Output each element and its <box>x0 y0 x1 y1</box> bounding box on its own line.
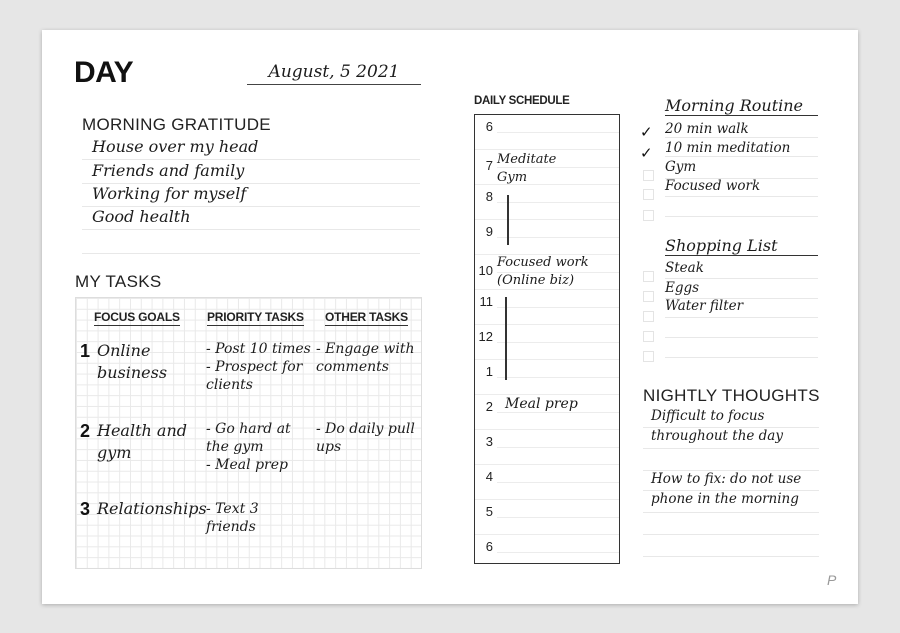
routine-item[interactable]: 10 min meditation <box>665 140 818 157</box>
priority-task-line: - Meal prep <box>206 457 288 473</box>
gratitude-heading: MORNING GRATITUDE <box>82 115 271 134</box>
routine-item[interactable]: Gym <box>665 159 818 179</box>
schedule-hour-row[interactable] <box>475 325 619 360</box>
hour-label: 3 <box>485 434 493 449</box>
column-header-priority-tasks: PRIORITY TASKS <box>207 310 304 324</box>
priority-task-line: - Post 10 times <box>206 341 311 357</box>
hour-label: 8 <box>485 189 493 204</box>
hour-label: 2 <box>485 399 493 414</box>
nightly-line: How to fix: do not use <box>643 471 819 491</box>
priority-task-line: - Go hard at <box>206 421 291 437</box>
date-field[interactable]: August, 5 2021 <box>247 62 421 85</box>
other-task[interactable] <box>316 420 415 456</box>
hour-label: 5 <box>485 504 493 519</box>
hour-label: 9 <box>485 224 493 239</box>
schedule-heading: DAILY SCHEDULE <box>474 95 570 107</box>
hour-label: 1 <box>485 364 493 379</box>
column-header-other-tasks: OTHER TASKS <box>325 310 408 324</box>
schedule-entry-line: Gym <box>497 170 528 185</box>
shopping-heading: Shopping List <box>665 236 818 256</box>
priority-task-line: - Prospect for <box>206 359 303 375</box>
duration-bar <box>507 195 509 245</box>
routine-item[interactable]: Focused work <box>665 178 818 197</box>
shopping-item[interactable] <box>665 337 818 358</box>
schedule-hour-row[interactable] <box>475 465 619 500</box>
priority-task-line: - Text 3 <box>206 501 259 517</box>
priority-task[interactable] <box>206 340 311 394</box>
focus-goal-line: business <box>97 363 168 382</box>
checkbox[interactable] <box>643 351 654 362</box>
schedule-hour-row[interactable] <box>475 220 619 255</box>
schedule-hour-row[interactable] <box>475 115 619 150</box>
hour-label: 12 <box>478 329 493 344</box>
hour-label: 6 <box>485 119 493 134</box>
shopping-item[interactable]: Steak <box>665 260 818 279</box>
page-title: DAY <box>74 56 134 89</box>
schedule-entry-line: (Online biz) <box>497 273 575 288</box>
focus-goal-line: Online <box>97 341 151 360</box>
nightly-line: Difficult to focus <box>643 408 819 428</box>
schedule-hour-row[interactable] <box>475 290 619 325</box>
gratitude-line[interactable]: Good health <box>82 206 420 230</box>
checkbox[interactable] <box>643 331 654 342</box>
gratitude-line[interactable] <box>82 230 420 254</box>
task-number: 2 <box>80 421 91 441</box>
gratitude-line[interactable]: Friends and family <box>82 160 420 184</box>
routine-item[interactable]: 20 min walk <box>665 121 818 138</box>
schedule-hour-row[interactable] <box>475 500 619 535</box>
hour-label: 4 <box>485 469 493 484</box>
schedule-entry-line: Focused work <box>497 255 589 270</box>
other-task-line: - Engage with <box>316 341 415 357</box>
other-task-line: ups <box>316 439 342 455</box>
shopping-item[interactable]: Water filter <box>665 298 818 318</box>
column-header-focus-goals: FOCUS GOALS <box>94 310 180 324</box>
nightly-line: phone in the morning <box>643 491 819 513</box>
nightly-line <box>643 513 819 535</box>
schedule-hour-row[interactable] <box>475 360 619 395</box>
shopping-item[interactable]: Eggs <box>665 280 818 299</box>
duration-bar <box>505 297 507 380</box>
nightly-notes[interactable] <box>643 408 819 557</box>
tasks-heading: MY TASKS <box>75 272 162 291</box>
nightly-line <box>643 535 819 557</box>
schedule-entry[interactable] <box>497 151 556 187</box>
nightly-line: throughout the day <box>643 428 819 449</box>
priority-task-line: clients <box>206 377 253 393</box>
checkmark-icon[interactable]: ✓ <box>640 145 653 162</box>
checkbox[interactable] <box>643 271 654 282</box>
schedule-entry[interactable] <box>497 254 589 290</box>
priority-task-line: friends <box>206 519 256 535</box>
nightly-line <box>643 449 819 471</box>
checkbox[interactable] <box>643 189 654 200</box>
schedule-entry-line: Meditate <box>497 152 557 167</box>
gratitude-line[interactable]: Working for myself <box>82 183 420 207</box>
priority-task-line: the gym <box>206 439 264 455</box>
checkmark-icon[interactable]: ✓ <box>640 124 653 141</box>
other-task[interactable] <box>316 340 415 376</box>
hour-label: 7 <box>485 158 493 173</box>
task-number: 1 <box>80 341 91 361</box>
planner-page <box>42 30 858 604</box>
task-number: 3 <box>80 499 91 519</box>
hour-label: 11 <box>479 294 493 309</box>
focus-goal[interactable] <box>97 340 167 384</box>
priority-task[interactable] <box>206 500 259 536</box>
brand-logo-icon: P <box>827 572 837 588</box>
checkbox[interactable] <box>643 170 654 181</box>
checkbox[interactable] <box>643 311 654 322</box>
tasks-grid <box>75 297 422 569</box>
hour-label: 10 <box>478 263 493 278</box>
schedule-hour-row[interactable] <box>475 185 619 220</box>
nightly-heading: NIGHTLY THOUGHTS <box>643 386 820 405</box>
checkbox[interactable] <box>643 210 654 221</box>
shopping-item[interactable] <box>665 317 818 338</box>
checkbox[interactable] <box>643 291 654 302</box>
schedule-entry[interactable]: Meal prep <box>505 396 578 412</box>
schedule-hour-row[interactable] <box>475 430 619 465</box>
other-task-line: comments <box>316 359 389 375</box>
hour-label: 6 <box>485 539 493 554</box>
daily-schedule <box>474 114 620 564</box>
gratitude-line[interactable]: House over my head <box>82 136 420 160</box>
focus-goal[interactable] <box>97 498 207 520</box>
schedule-hour-row[interactable] <box>475 535 619 570</box>
routine-item[interactable] <box>665 196 818 217</box>
other-task-line: - Do daily pull <box>316 421 415 437</box>
focus-goal-line: Health and <box>97 421 187 440</box>
focus-goal[interactable] <box>97 420 187 464</box>
focus-goal-line: Relationships <box>97 499 207 518</box>
routine-heading: Morning Routine <box>665 96 818 116</box>
focus-goal-line: gym <box>97 443 132 462</box>
priority-task[interactable] <box>206 420 291 474</box>
